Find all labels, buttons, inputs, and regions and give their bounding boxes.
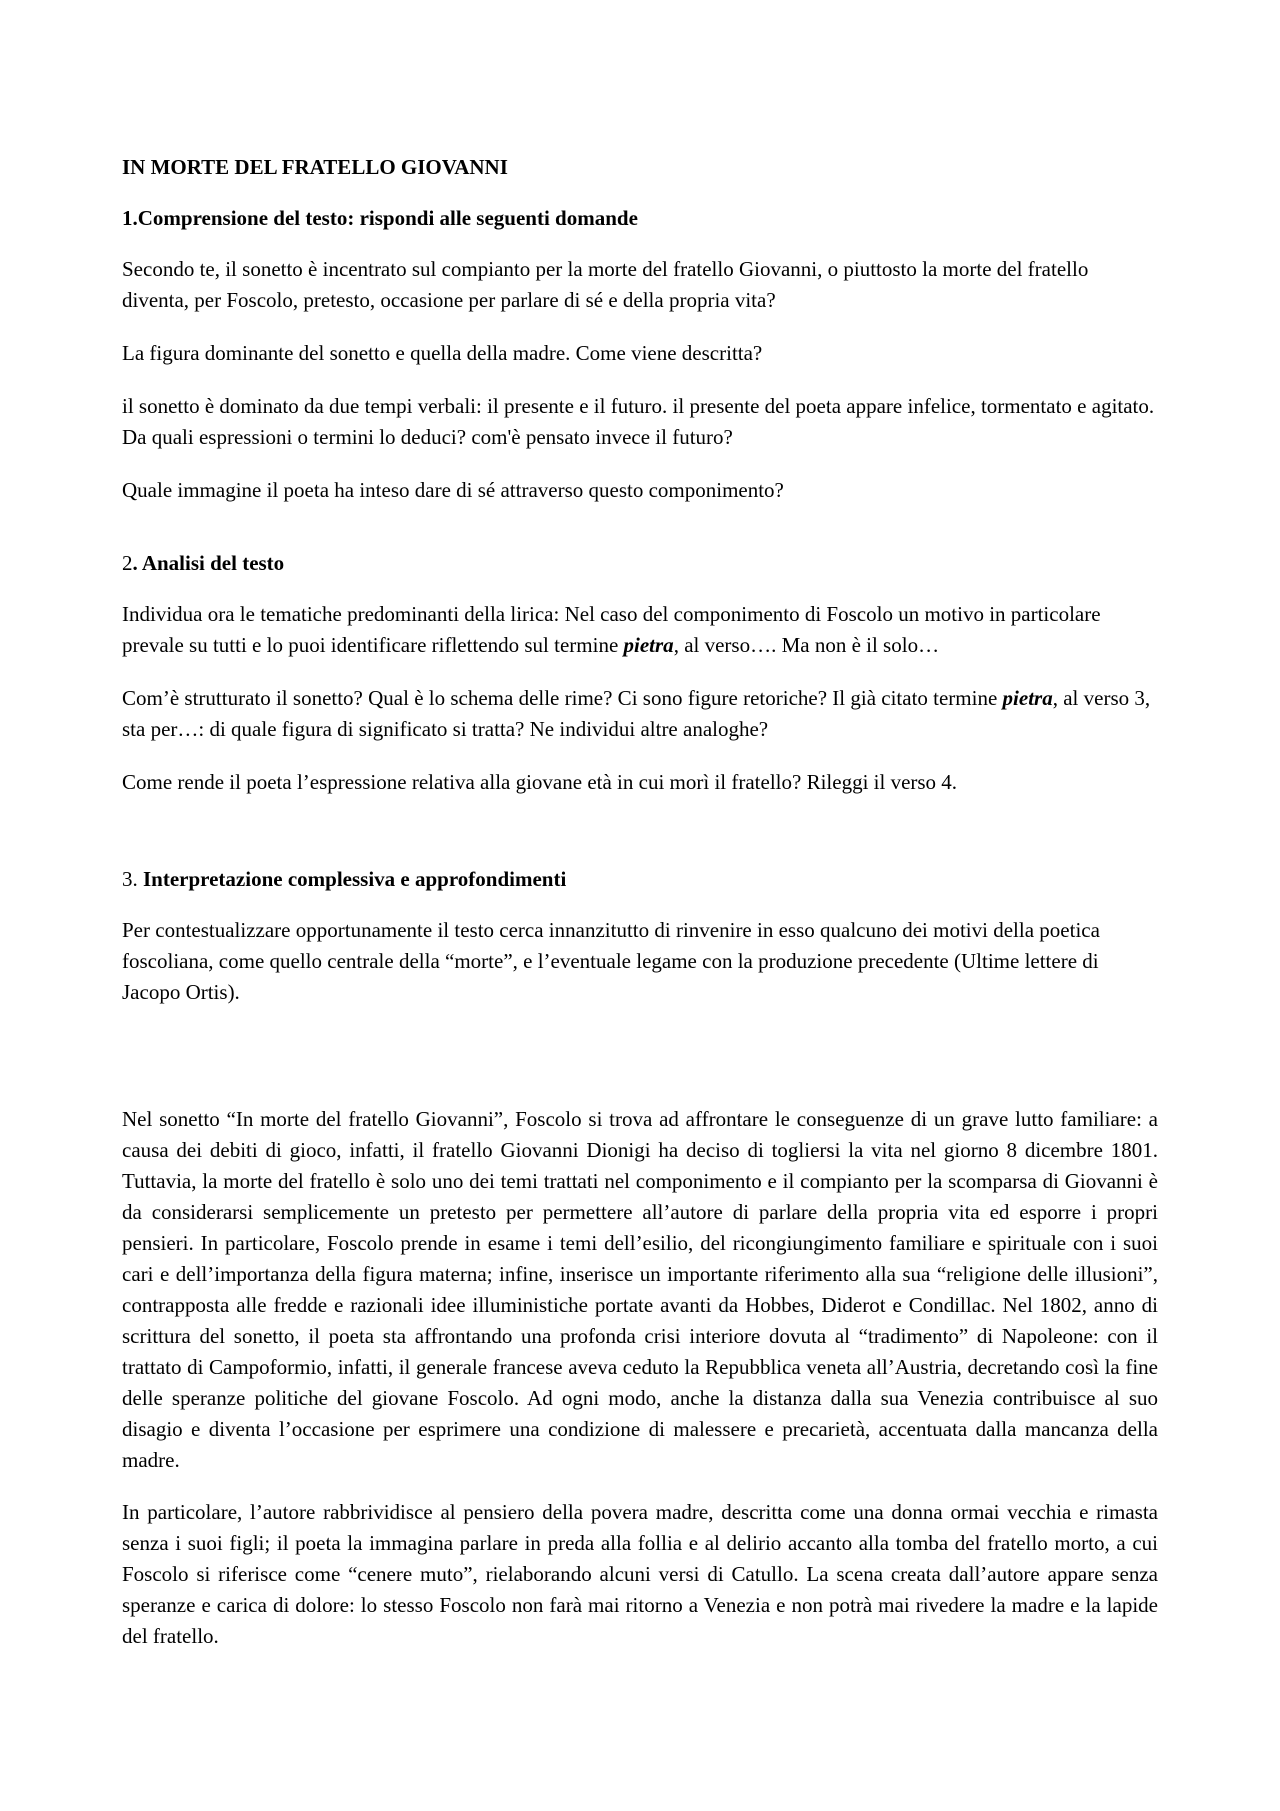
section-3-number: 3. bbox=[122, 867, 143, 891]
section-2-number: 2 bbox=[122, 551, 133, 575]
question-2-2-before: Com’è strutturato il sonetto? Qual è lo schema delle rime? Ci sono figure retoriche? Il già citato termine bbox=[122, 686, 1003, 710]
section-2-heading bbox=[122, 548, 1158, 579]
question-1-1: Secondo te, il sonetto è incentrato sul compianto per la morte del fratello Giovanni, o piuttosto la morte del fratello diventa, per Foscolo, pretesto, occasione per parlare di sé e della propria vita? bbox=[122, 257, 1089, 312]
document-title: IN MORTE DEL FRATELLO GIOVANNI bbox=[122, 155, 508, 179]
question-1-2: La figura dominante del sonetto e quella della madre. Come viene descritta? bbox=[122, 341, 763, 365]
term-pietra: pietra bbox=[623, 633, 674, 657]
question-2-1-before: Individua ora le tematiche predominanti della lirica: Nel caso del componimento di Foscolo un motivo in particolare prevale su tutti e lo puoi identificare riflettendo sul termine bbox=[122, 602, 1101, 657]
essay-paragraph-1: Nel sonetto “In morte del fratello Giovanni”, Foscolo si trova ad affrontare le conseguenze di un grave lutto familiare: a causa dei debiti di gioco, infatti, il fratello Giovanni Dionigi ha deciso di togliersi la vita nel giorno 8 dicembre 1801. Tuttavia, la morte del fratello è solo uno dei temi trattati nel componimento e il compianto per la scomparsa di Giovanni è da considerarsi semplicemente un pretesto per permettere all’autore di parlare della propria vita ed esporre i propri pensieri. In particolare, Foscolo prende in esame i temi dell’esilio, del ricongiungimento familiare e spirituale con i suoi cari e dell’importanza della figura materna; infine, inserisce un importante riferimento alla sua “religione delle illusioni”, contrapposta alle fredde e razionali idee illuministiche portate avanti da Hobbes, Diderot e Condillac. Nel 1802, anno di scrittura del sonetto, il poeta sta affrontando una profonda crisi interiore dovuta al “tradimento” di Napoleone: con il trattato di Campoformio, infatti, il generale francese aveva ceduto la Repubblica veneta all’Austria, decretando così la fine delle speranze politiche del giovane Foscolo. Ad ogni modo, anche la distanza dalla sua Venezia contribuisce al suo disagio e diventa l’occasione per esprimere una condizione di malessere e precarietà, accentuata dalla mancanza della madre. bbox=[122, 1107, 1158, 1472]
spacer bbox=[122, 1030, 1158, 1104]
spacer bbox=[122, 528, 1158, 548]
essay-paragraph-2: In particolare, l’autore rabbrividisce al pensiero della povera madre, descritta come una donna ormai vecchia e rimasta senza i suoi figli; il poeta la immagina parlare in preda alla follia e al delirio accanto alla tomba del fratello morto, a cui Foscolo si riferisce come “cenere muto”, rielaborando alcuni versi di Catullo. La scena creata dall’autore appare senza speranze e carica di dolore: lo stesso Foscolo non farà mai ritorno a Venezia e non potrà mai rivedere la madre e la lapide del fratello. bbox=[122, 1500, 1158, 1648]
section-2-heading-text: . Analisi del testo bbox=[132, 551, 285, 575]
section-3-heading-text: Interpretazione complessiva e approfondimenti bbox=[143, 867, 567, 891]
term-pietra: pietra bbox=[1002, 686, 1053, 710]
question-2-1 bbox=[122, 599, 1158, 661]
question-2-2-after: , al verso 3, sta per…: di quale figura di significato si tratta? Ne individui altre analoghe? bbox=[122, 686, 1151, 741]
question-3-1: Per contestualizzare opportunamente il testo cerca innanzitutto di rinvenire in esso qualcuno dei motivi della poetica foscoliana, come quello centrale della “morte”, e l’eventuale legame con la produzione precedente (Ultime lettere di Jacopo Ortis). bbox=[122, 918, 1100, 1004]
section-3-heading bbox=[122, 864, 1158, 895]
document-page bbox=[122, 152, 1158, 1673]
question-1-4: Quale immagine il poeta ha inteso dare di sé attraverso questo componimento? bbox=[122, 478, 784, 502]
question-1-3: il sonetto è dominato da due tempi verbali: il presente e il futuro. il presente del poeta appare infelice, tormentato e agitato. Da quali espressioni o termini lo deduci? com'è pensato invece il futuro? bbox=[122, 394, 1155, 449]
question-2-1-after: , al verso…. Ma non è il solo… bbox=[673, 633, 940, 657]
spacer bbox=[122, 820, 1158, 864]
question-2-3: Come rende il poeta l’espressione relativa alla giovane età in cui morì il fratello? Rileggi il verso 4. bbox=[122, 770, 958, 794]
section-1-heading-text: 1.Comprensione del testo: rispondi alle seguenti domande bbox=[122, 206, 638, 230]
section-1-heading bbox=[122, 203, 1158, 234]
question-2-2 bbox=[122, 683, 1158, 745]
